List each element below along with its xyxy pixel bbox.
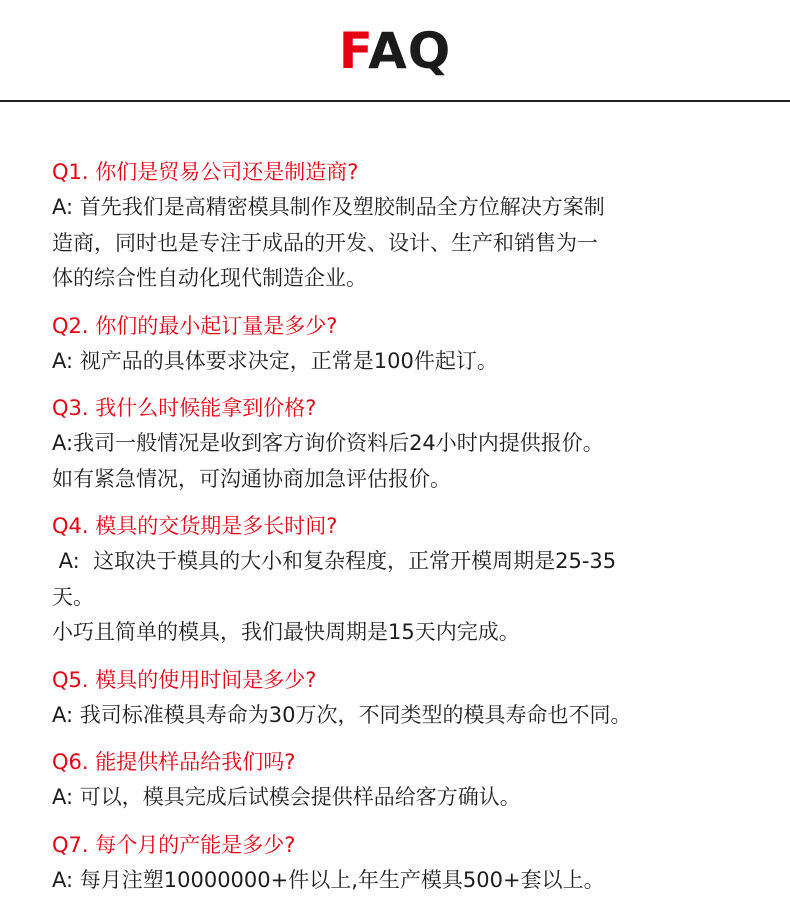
title-accent-letter: F xyxy=(338,22,369,80)
faq-answer xyxy=(52,863,752,899)
faq-answer xyxy=(52,426,752,497)
faq-answer-line: A: 这取决于模具的大小和复杂程度，正常开模周期是25-35 xyxy=(52,549,617,573)
faq-question: Q5. 模具的使用时间是多少? xyxy=(52,667,317,692)
faq-answer xyxy=(52,780,752,816)
faq-answer-line: 造商，同时也是专注于成品的开发、设计、生产和销售为一 xyxy=(52,230,598,255)
faq-question: Q1. 你们是贸易公司还是制造商? xyxy=(52,160,359,184)
faq-answer-line: A: 首先我们是高精密模具制作及塑胶制品全方位解决方案制 xyxy=(52,195,605,219)
faq-answer xyxy=(52,698,752,734)
faq-answer-line: A: 视产品的具体要求决定，正常是100件起订。 xyxy=(52,348,498,373)
faq-answer xyxy=(52,190,752,297)
faq-list xyxy=(52,154,752,909)
faq-answer-line: A: 我司标准模具寿命为30万次，不同类型的模具寿命也不同。 xyxy=(52,702,632,727)
faq-item-1 xyxy=(52,154,752,297)
faq-answer-line: A: 每月注塑10000000+件以上,年生产模具500+套以上。 xyxy=(52,867,605,892)
faq-question: Q3. 我什么时候能拿到价格? xyxy=(52,396,317,420)
faq-item-3 xyxy=(52,390,752,497)
faq-answer-line: 小巧且简单的模具，我们最快周期是15天内完成。 xyxy=(52,620,520,644)
faq-item-2 xyxy=(52,308,752,380)
title-rest: AQ xyxy=(368,22,452,80)
faq-answer xyxy=(52,544,752,651)
faq-item-6 xyxy=(52,744,752,816)
faq-question: Q2. 你们的最小起订量是多少? xyxy=(52,313,338,338)
faq-item-5 xyxy=(52,662,752,734)
header-divider xyxy=(0,100,790,102)
faq-answer xyxy=(52,344,752,380)
faq-question: Q4. 模具的交货期是多长时间? xyxy=(52,514,338,538)
faq-answer-line: 体的综合性自动化现代制造企业。 xyxy=(52,266,367,290)
page-title xyxy=(0,20,790,82)
faq-answer-line: 天。 xyxy=(52,584,94,609)
faq-answer-line: A: 可以，模具完成后试模会提供样品给客方确认。 xyxy=(52,785,521,809)
page-header xyxy=(0,0,790,102)
faq-item-4 xyxy=(52,508,752,651)
faq-answer-line: A:我司一般情况是收到客方询价资料后24小时内提供报价。 xyxy=(52,431,604,455)
faq-question: Q7. 每个月的产能是多少? xyxy=(52,832,296,857)
faq-item-7 xyxy=(52,827,752,899)
faq-question: Q6. 能提供样品给我们吗? xyxy=(52,750,296,774)
faq-answer-line: 如有紧急情况，可沟通协商加急评估报价。 xyxy=(52,466,451,491)
